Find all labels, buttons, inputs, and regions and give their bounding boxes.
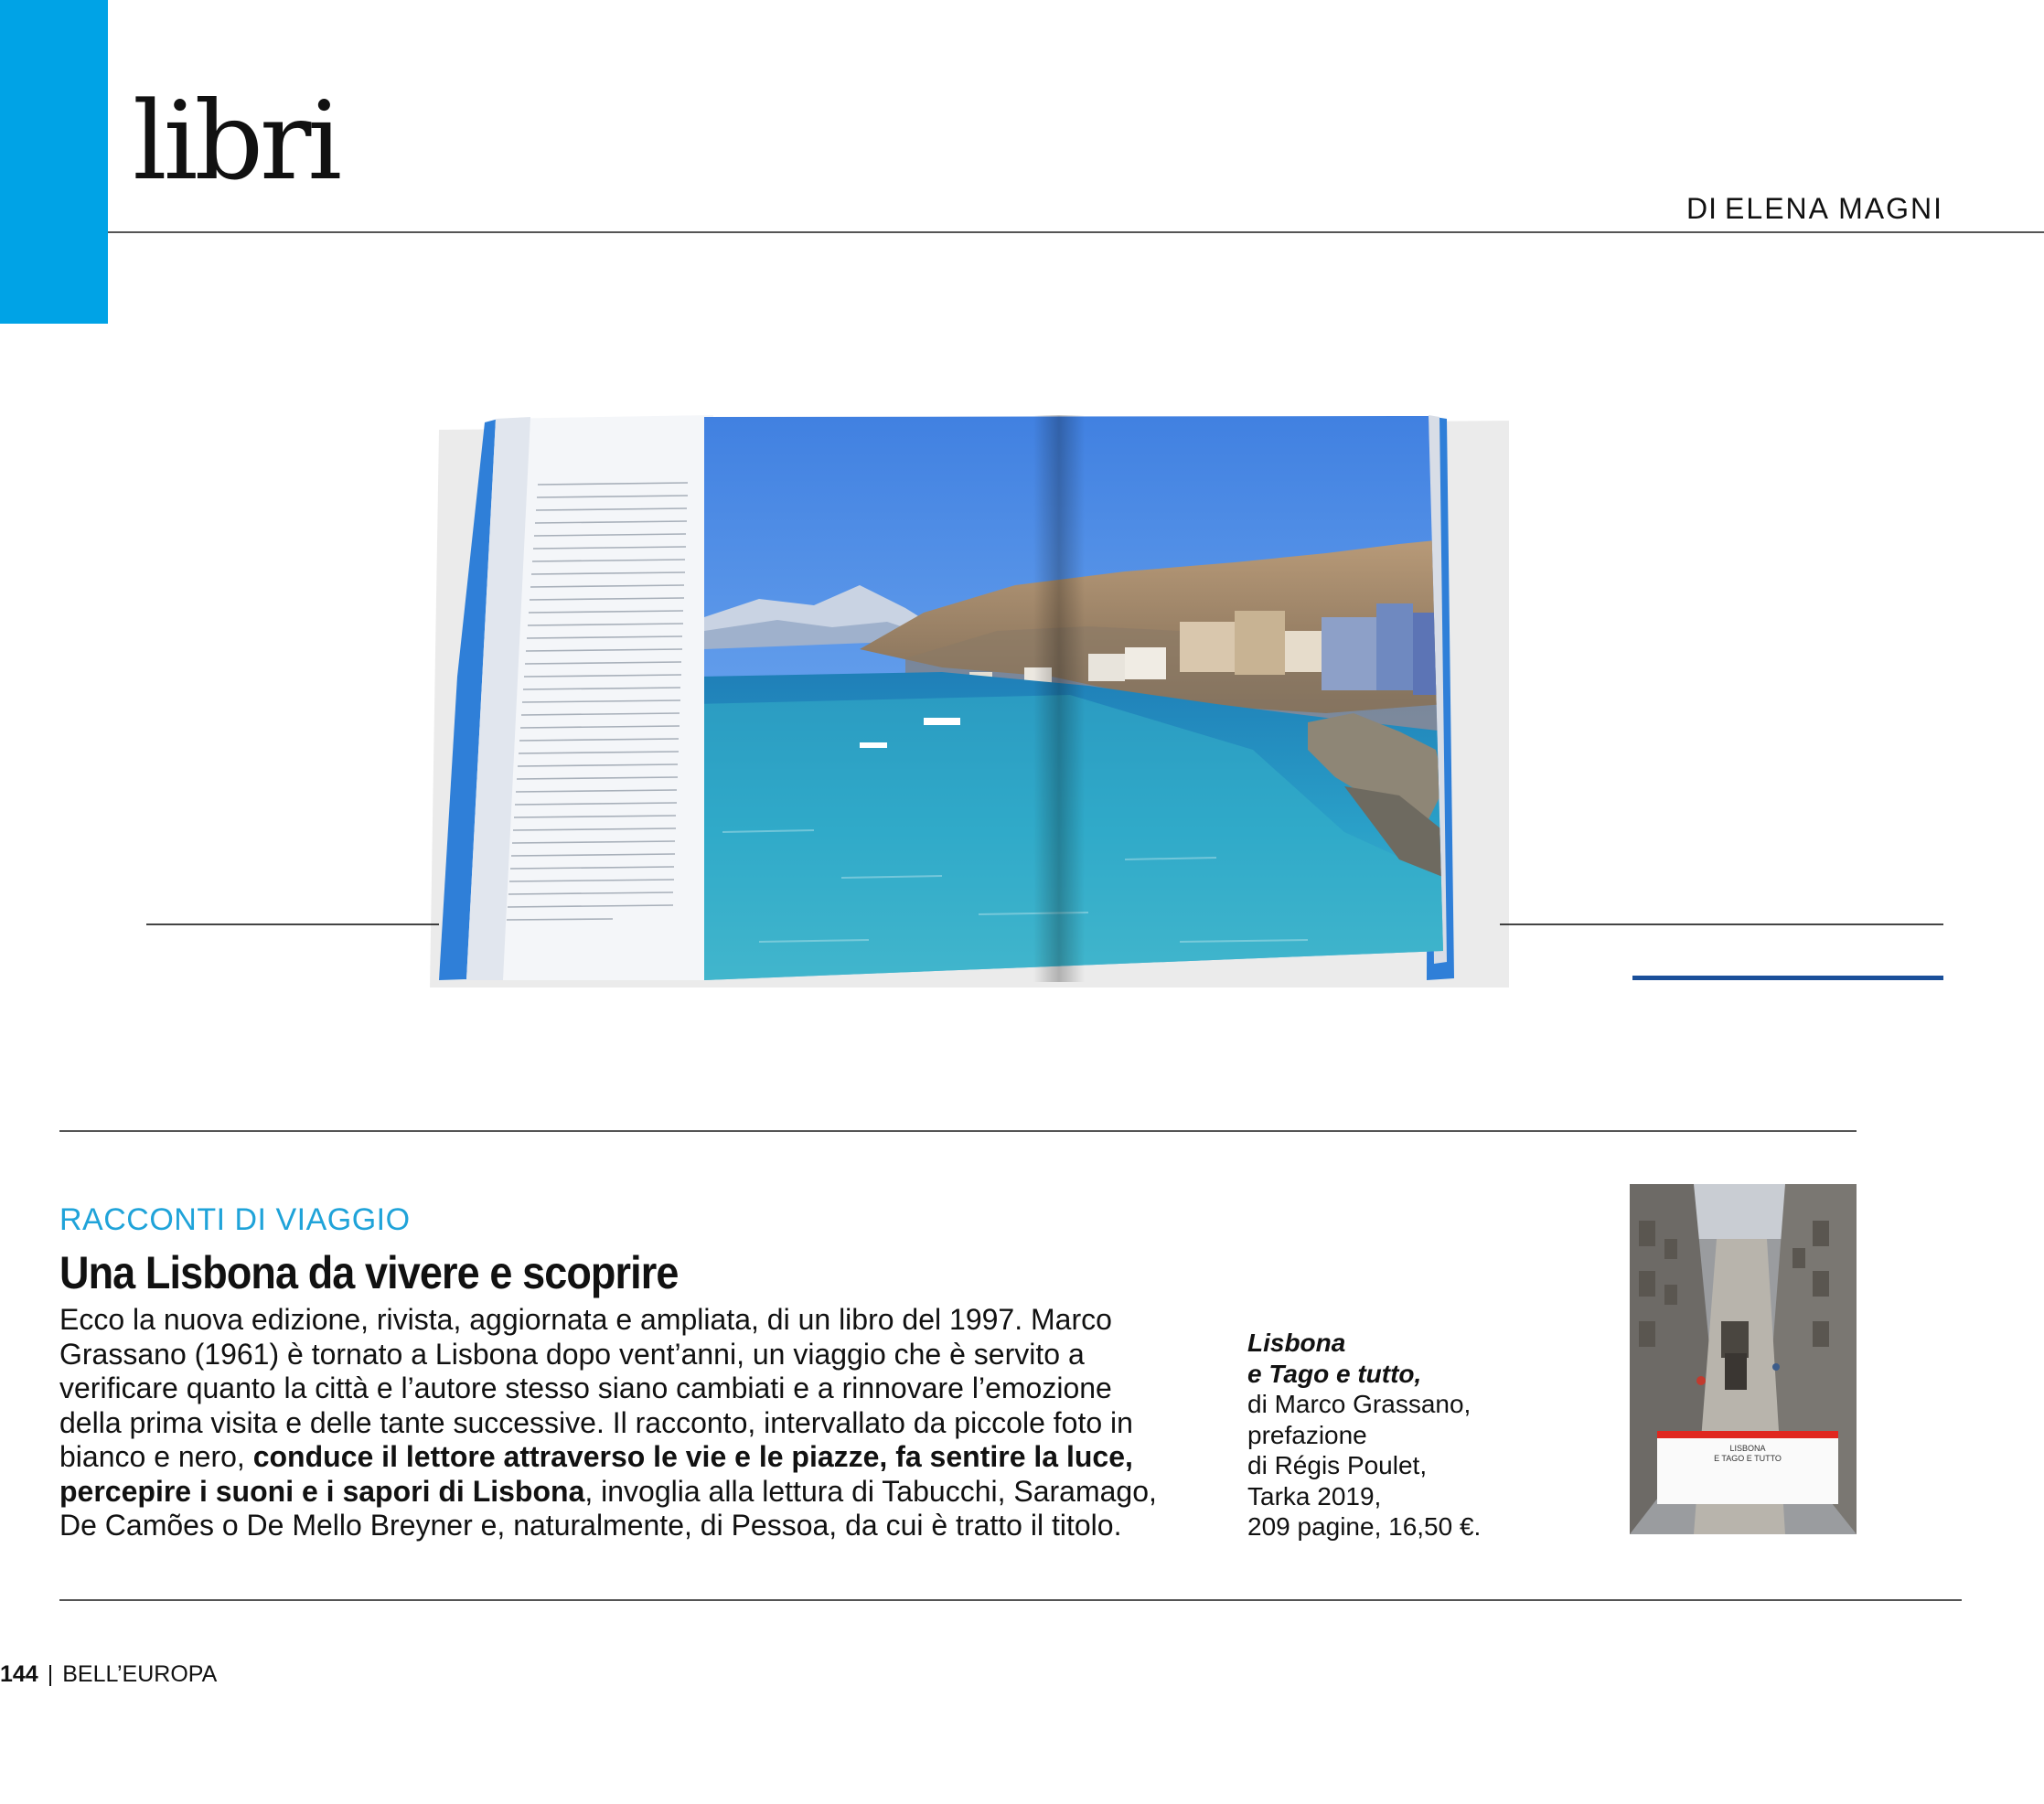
article-body [59,1303,1157,1543]
byline-prefix: DI [1686,192,1718,225]
section-color-tab [0,0,108,324]
byline [1686,192,1943,226]
footer-separator: | [47,1661,54,1687]
article-bottom-divider [59,1599,1962,1601]
header-divider [108,231,2044,233]
byline-author: ELENA MAGNI [1725,192,1943,225]
article-top-divider [59,1130,1857,1132]
page-number: 144 [0,1661,38,1687]
book-cover [1630,1184,1857,1534]
article-body-outro: , invoglia alla lettura di Tabucchi, Saramago, De Camões o De Mello Breyner e, naturalmente, di Pessoa, da cui è tratto il titolo. [59,1474,1157,1542]
book-title-line2: e Tago e tutto, [1247,1359,1422,1388]
book-cover-title-2: E TAGO E TUTTO [1714,1454,1782,1463]
hero-rule-right [1500,923,1943,925]
book-cover-title-1: LISBONA [1729,1444,1766,1453]
book-preface-label: prefazione [1247,1420,1367,1449]
book-cover-label [1657,1431,1838,1504]
article-headline: Una Lisbona da vivere e scoprire [59,1247,679,1298]
magazine-name: BELL’EUROPA [62,1661,218,1687]
book-publisher: Tarka 2019, [1247,1481,1382,1510]
hero-rule-left [146,923,439,925]
article-body-intro: Ecco la nuova edizione, rivista, aggiornata e ampliata, di un libro del 1997. Marco Grassano (1961) è tornato a Lisbona dopo vent’anni, un viaggio che è servito a verificare quanto la città e l’autore stesso siano cambiati e a rinnovare l’emozione della prima visita e delle tante successive. Il racconto, intervallato da piccole foto in bianco e nero, [59,1303,1133,1473]
page-footer [0,1661,217,1688]
article-body-highlight: conduce il lettore attraverso le vie e le piazze, fa sentire la luce, percepire i suoni e i sapori di Lisbona [59,1440,1133,1508]
book-author: di Marco Grassano, [1247,1390,1471,1418]
open-book-illustration [430,402,1509,987]
book-pages-price: 209 pagine, 16,50 €. [1247,1512,1482,1541]
book-preface-author: di Régis Poulet, [1247,1451,1428,1479]
article-kicker: RACCONTI DI VIAGGIO [59,1202,411,1237]
hero-accent-bar [1632,976,1943,980]
section-title: libri [133,78,339,204]
book-title-line1: Lisbona [1247,1329,1346,1357]
open-book-photo [430,402,1509,987]
book-details [1247,1328,1549,1542]
